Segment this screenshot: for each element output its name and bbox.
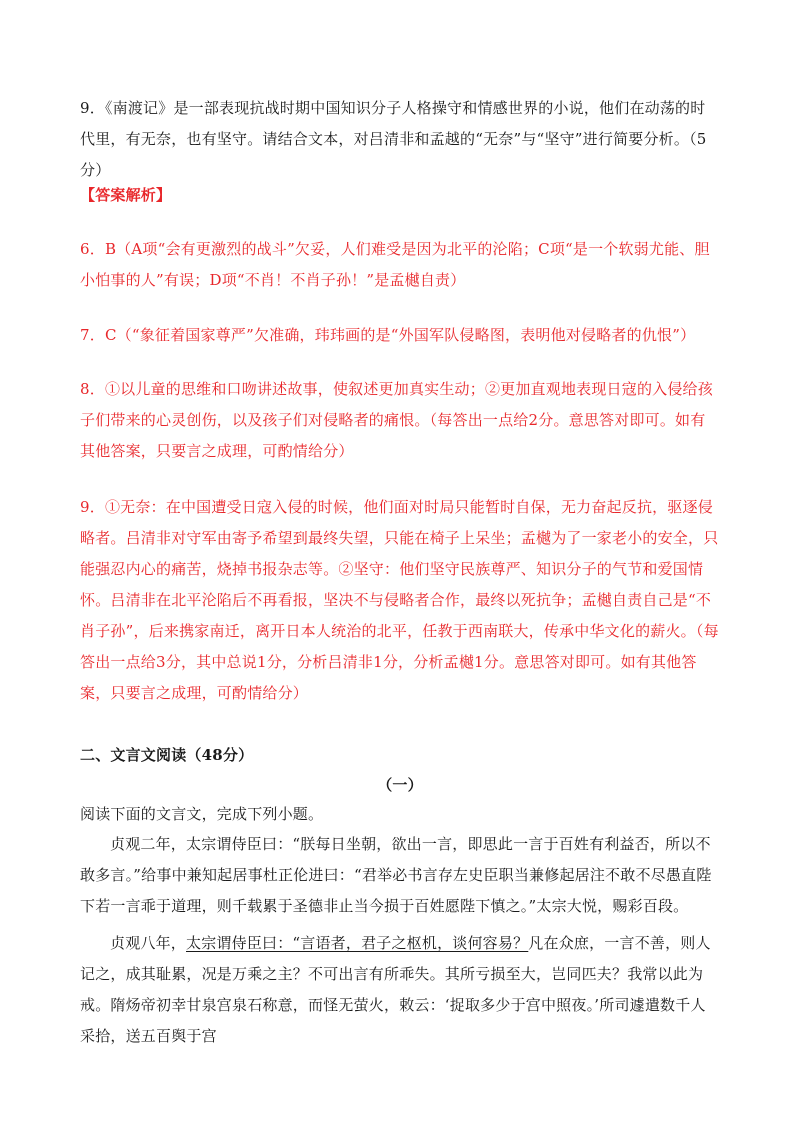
section-heading: 二、文言文阅读（48分）: [80, 746, 254, 764]
section-subheading: （一）: [377, 776, 423, 794]
answer-item-8: 8．①以儿童的思维和口吻讲述故事，使叙述更加真实生动；②更加直观地表现日寇的入侵给孩子们带来的心灵创伤，以及孩子们对侵略者的痛恨。（每答出一点给2分。意思答对即可。如有其他答案，只要言之成理，可酌情给分）: [80, 380, 713, 460]
passage-paragraph-2: [80, 928, 720, 1052]
reading-instruction: 阅读下面的文言文，完成下列小题。: [80, 805, 324, 823]
answer-item-9: 9．①无奈：在中国遭受日寇入侵的时候，他们面对时局只能暂时自保，无力奋起反抗，驱逐侵略者。吕清非对守军由寄予希望到最终失望，只能在椅子上呆坐；孟樾为了一家老小的安全，只能强忍内心的痛苦，烧掉书报杂志等。②坚守：他们坚守民族尊严、知识分子的气节和爱国情怀。吕清非在北平沦陷后不再看报，坚决不与侵略者合作，最终以死抗争；孟樾自责自己是“不肖子孙”，后来携家南迁，离开日本人统治的北平，任教于西南联大，传承中华文化的薪火。（每答出一点给3分，其中总说1分，分析吕清非1分，分析孟樾1分。意思答对即可。如有其他答案，只要言之成理，可酌情给分）: [80, 498, 719, 702]
passage-text: 凡在众庶，一言不善，则人记之，成其耻累，况是万乘之主？不可出言有所乖失。其所亏损至大，岂同匹夫？我常以此为戒。隋炀帝初幸甘泉宫泉石称意，而怪无萤火，敕云：‘捉取多少于宫中照夜。’所司遽遣数千人采拾，送五百舆于宫: [80, 934, 711, 1045]
question-9: 9．《南渡记》是一部表现抗战时期中国知识分子人格操守和情感世界的小说，他们在动荡的时代里，有无奈，也有坚守。请结合文本，对吕清非和孟越的“无奈”与“坚守”进行简要分析。（5分）: [80, 99, 707, 179]
answer-item-7: 7．C（“象征着国家尊严”欠准确，玮玮画的是“外国军队侵略图，表明他对侵略者的仇恨”）: [80, 326, 696, 344]
answer-heading: 【答案解析】: [80, 186, 172, 204]
passage-paragraph-1: 贞观二年，太宗谓侍臣曰：“朕每日坐朝，欲出一言，即思此一言于百姓有利益否，所以不敢多言。”给事中兼知起居事杜正伦进曰：“君举必书言存左史臣职当兼修起居注不敢不尽愚直陛下若一言乖于道理，则千载累于圣德非止当今损于百姓愿陛下慎之。”太宗大悦，赐彩百段。: [80, 835, 712, 915]
underlined-sentence: 太宗谓侍臣曰：“言语者，君子之枢机，谈何容易？: [186, 934, 529, 952]
answer-item-6: 6．B（A项“会有更激烈的战斗”欠妥，人们难受是因为北平的沦陷；C项“是一个软弱尤能、胆小怕事的人”有误；D项“不肖！不肖子孙！”是孟樾自责）: [80, 240, 710, 289]
passage-text: 贞观八年，: [110, 934, 187, 952]
